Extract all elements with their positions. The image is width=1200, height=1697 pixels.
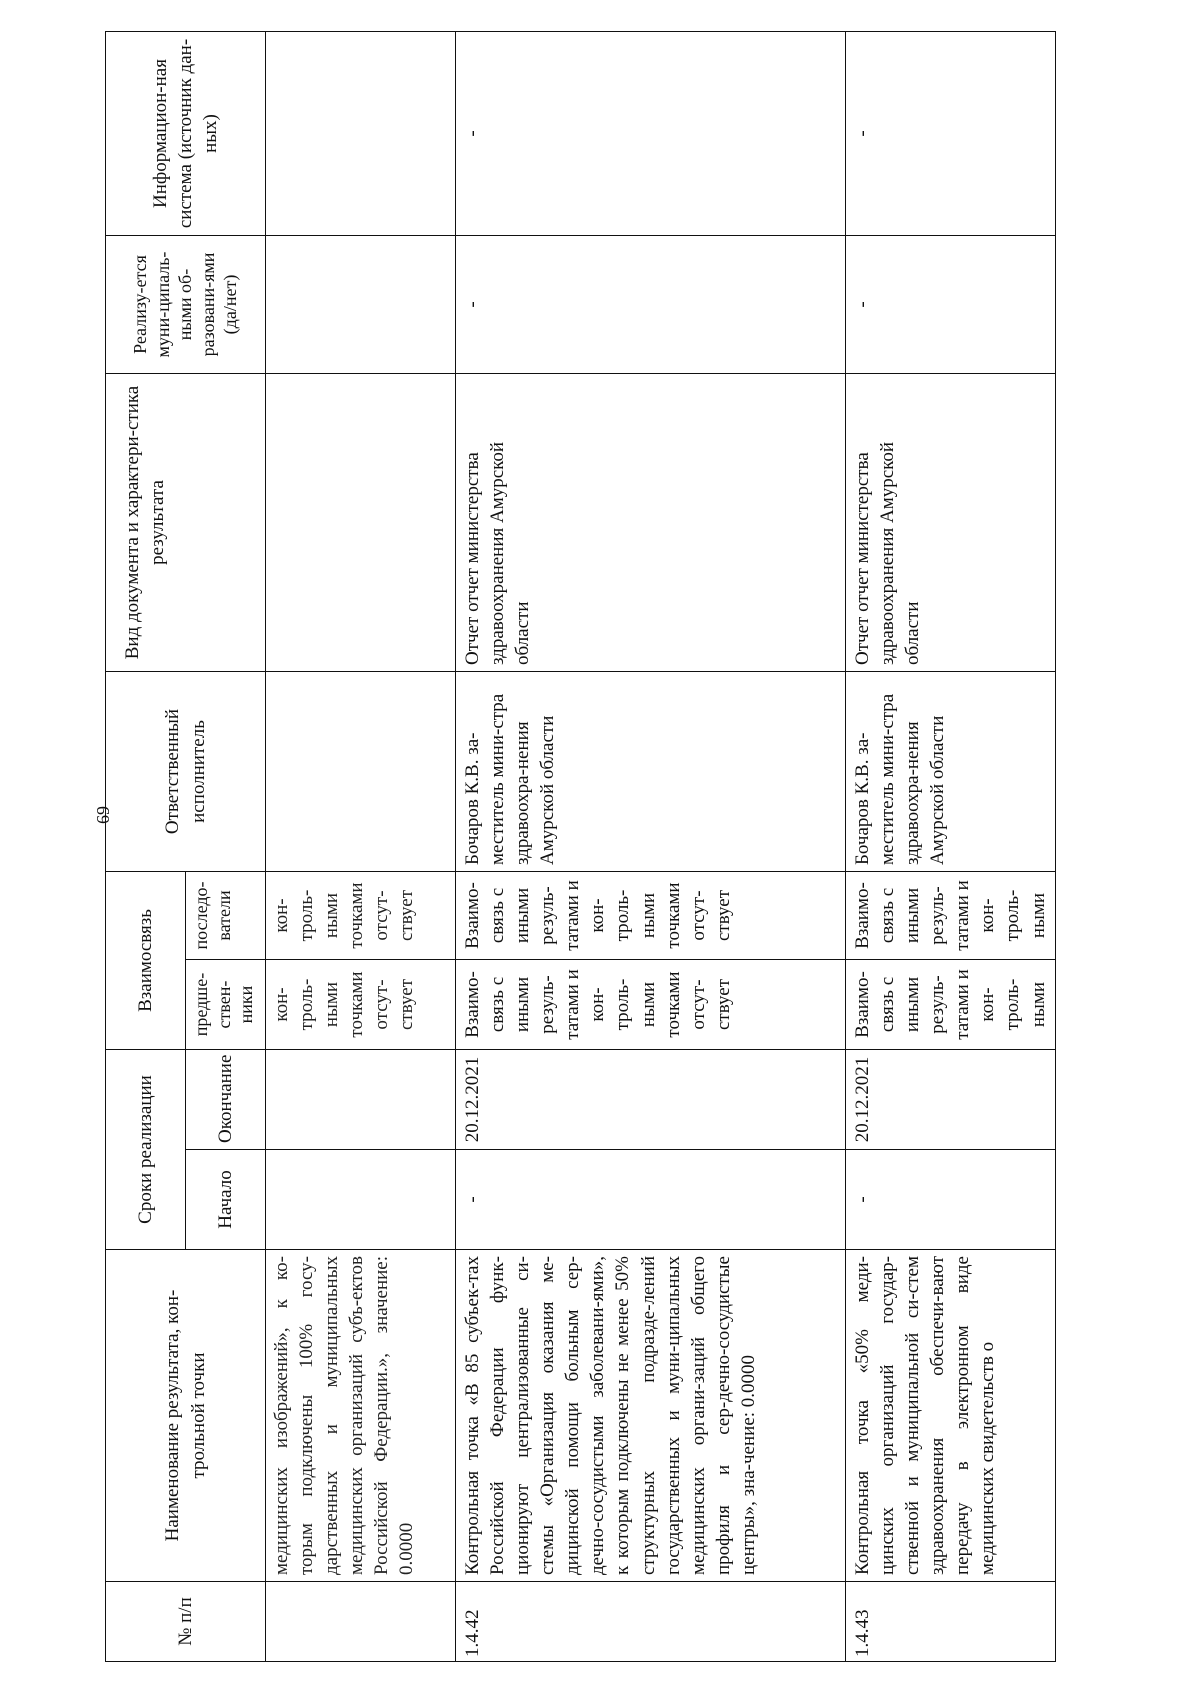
row-responsible: [266, 672, 456, 872]
row-predecessors: кон-троль-ными точками отсут-ствует: [266, 960, 456, 1050]
header-responsible: Ответственный исполнитель: [106, 672, 266, 872]
header-document: Вид документа и характери-стика результата: [106, 374, 266, 672]
row-info-system: -: [846, 32, 1056, 236]
table-row: [846, 32, 1056, 1662]
row-municipal: -: [846, 236, 1056, 374]
row-end: [266, 1050, 456, 1150]
header-start: Начало: [186, 1150, 266, 1250]
table-row: [456, 32, 846, 1662]
row-end: 20.12.2021: [846, 1050, 1056, 1150]
row-document: Отчет отчет министерства здравоохранения Амурской области: [846, 374, 1056, 672]
header-successors: последо-ватели: [186, 872, 266, 960]
header-num: № п/п: [106, 1582, 266, 1662]
row-predecessors: Взаимо-связь с иными резуль-татами и кон-троль-ными точками отсут-ствует: [456, 960, 846, 1050]
header-info-system: Информацион-ная система (источник дан-ных): [106, 32, 266, 236]
row-name: медицинских изображений», к ко-торым подключены 100% госу-дарственных и муниципальных медицинских организаций субъ-ектов Российской Федерации.», значение: 0.0000: [266, 1250, 456, 1582]
table-row: [266, 32, 456, 1662]
header-terms: Сроки реализации: [106, 1050, 186, 1250]
row-municipal: -: [456, 236, 846, 374]
row-municipal: [266, 236, 456, 374]
row-num: 1.4.42: [456, 1582, 846, 1662]
page-number: 69: [93, 806, 113, 824]
row-successors: Взаимо-связь с иными резуль-татами и кон-троль-ными точками отсут-ствует: [456, 872, 846, 960]
row-start: -: [456, 1150, 846, 1250]
row-start: [266, 1150, 456, 1250]
row-responsible: Бочаров К.В. за-меститель мини-стра здравоохра-нения Амурской области: [456, 672, 846, 872]
row-num: [266, 1582, 456, 1662]
header-municipal: Реализу-ется муни-ципаль-ными об-разовани-ями (да/нет): [106, 236, 266, 374]
document-page-rotated: [105, 32, 1150, 1662]
row-successors: Взаимо-связь с иными резуль-татами и кон-троль-ными: [846, 872, 1056, 960]
row-name: Контрольная точка «В 85 субъек-тах Российской Федерации функ-ционируют централизованные си-стемы «Организация оказания ме-дицинской помощи больным сер-дечно-сосудистыми заболевани-ями», к которым подключены не менее 50% структурных подразде-лений государственных и муни-ципальных медицинских органи-заций общего профиля и сер-дечно-сосудистые центры», зна-чение: 0.0000: [456, 1250, 846, 1582]
row-end: 20.12.2021: [456, 1050, 846, 1150]
results-table: [105, 31, 1056, 1662]
header-name: Наименование результата, кон-трольной точки: [106, 1250, 266, 1582]
row-successors: кон-троль-ными точками отсут-ствует: [266, 872, 456, 960]
row-predecessors: Взаимо-связь с иными резуль-татами и кон-троль-ными: [846, 960, 1056, 1050]
row-name: Контрольная точка «50% меди-цинских организаций государ-ственной и муниципальной си-стем здравоохранения обеспечи-вают передачу в электронном виде медицинских свидетельств о: [846, 1250, 1056, 1582]
row-info-system: [266, 32, 456, 236]
header-end: Окончание: [186, 1050, 266, 1150]
header-link: Взаимосвязь: [106, 872, 186, 1050]
row-start: -: [846, 1150, 1056, 1250]
row-info-system: -: [456, 32, 846, 236]
row-document: Отчет отчет министерства здравоохранения Амурской области: [456, 374, 846, 672]
row-document: [266, 374, 456, 672]
header-predecessors: предше-ствен-ники: [186, 960, 266, 1050]
row-num: 1.4.43: [846, 1582, 1056, 1662]
row-responsible: Бочаров К.В. за-меститель мини-стра здравоохра-нения Амурской области: [846, 672, 1056, 872]
